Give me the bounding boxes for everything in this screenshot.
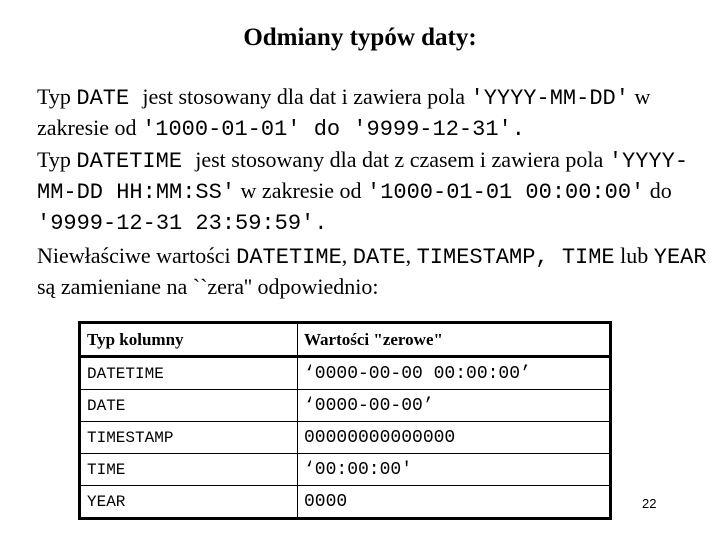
para2-code-datetime: DATETIME [76,149,196,174]
para3-code-datetime: DATETIME [236,245,342,270]
header-zero-values: Wartości "zerowe" [298,323,611,357]
paragraph-datetime [37,145,707,238]
row-value-cell: ‘00:00:00' [298,454,611,486]
para1-text-1: Typ [37,84,77,109]
para2-text-5: . [314,211,328,236]
para3-text-3: , [405,243,417,268]
para3-text-2: , [341,243,353,268]
para2-text-1: Typ [37,147,77,172]
para2-code-format: 'YYYY-MM-DD HH:MM:SS' [37,149,689,205]
para2-text-3: w zakresie od [235,178,367,203]
row-type-cell: YEAR [80,486,298,519]
row-value-cell: ‘0000-00-00’ [298,390,611,422]
para3-text-4: lub [614,243,654,268]
para1-code-range: '1000-01-01' do '9999-12-31' [142,117,512,142]
row-type-cell: TIMESTAMP [80,422,298,454]
para3-code-year: YEAR [653,245,707,270]
table-row [80,422,611,454]
row-value-cell: 00000000000000 [298,422,611,454]
para1-text-4: . [511,117,525,142]
para3-code-timestamp-time: TIMESTAMP, TIME [416,245,615,270]
para3-text-1: Niewłaściwe wartości [37,243,237,268]
paragraph-date [37,82,707,144]
row-value-cell: 0000 [298,486,611,519]
table-row [80,390,611,422]
para3-text-5: są zamieniane na ``zera'' odpowiednio: [37,274,379,299]
para2-code-range-start: '1000-01-01 00:00:00' [367,180,645,205]
row-type-cell: DATETIME [80,357,298,390]
zero-values-table [78,321,612,520]
row-type-cell: DATE [80,390,298,422]
row-value-cell: ‘0000-00-00 00:00:00’ [298,357,611,390]
table-row [80,454,611,486]
para1-code-date: DATE [76,86,143,111]
para1-code-format: 'YYYY-MM-DD' [470,86,629,111]
slide-title: Odmiany typów daty: [243,24,477,51]
table-row [80,486,611,519]
paragraph-invalid-values [37,241,707,301]
page-number: 22 [642,496,657,511]
para2-text-2: jest stosowany dla dat z czasem i zawiera pola [195,147,609,172]
table-row [80,357,611,390]
row-type-cell: TIME [80,454,298,486]
header-column-type: Typ kolumny [80,323,298,357]
para2-code-range-end: '9999-12-31 23:59:59' [37,211,315,236]
para1-text-3: w zakresie od [37,84,651,140]
para3-code-date: DATE [352,245,406,270]
table-header-row [80,323,611,357]
para1-text-2: jest stosowany dla dat i zawiera pola [142,84,471,109]
para2-text-4: do [644,178,672,203]
